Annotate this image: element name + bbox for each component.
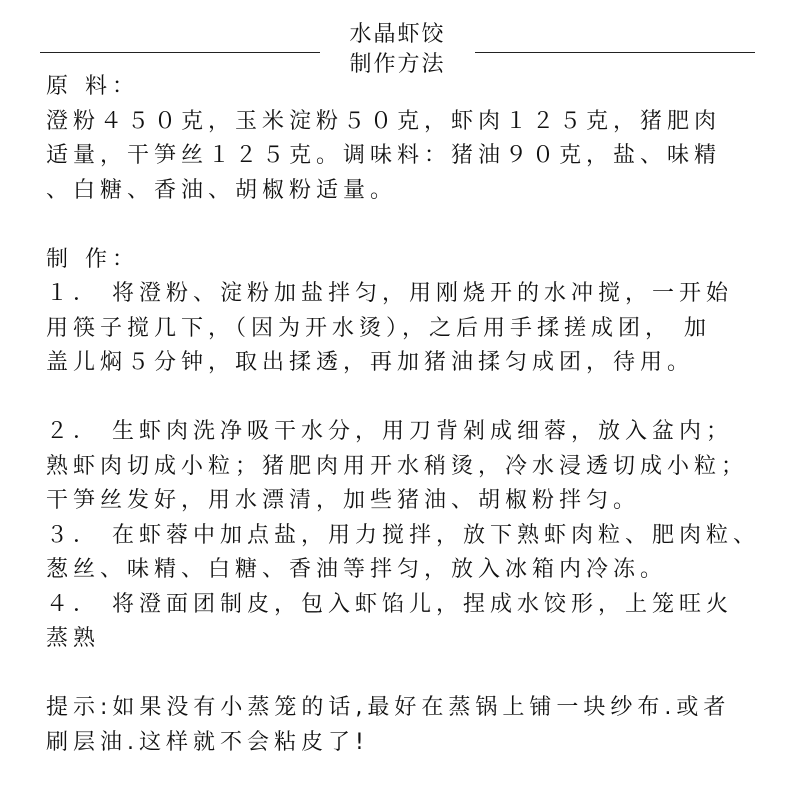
recipe-content (46, 70, 774, 760)
header-rule-left (40, 52, 320, 53)
step-3-line: 葱丝、味精、白糖、香油等拌匀，放入冰箱内冷冻。 (46, 557, 668, 582)
ingredients-line: 、白糖、香油、胡椒粉适量。 (46, 177, 398, 203)
method-label: 制 作： (46, 246, 139, 272)
ingredients-line: 澄粉４５０克，玉米淀粉５０克，虾肉１２５克，猪肥肉 (46, 108, 722, 134)
step-4-line: ４． 将澄面团制皮，包入虾馅儿，捏成水饺形，上笼旺火 (46, 591, 733, 617)
ingredients-label: 原 料： (46, 74, 139, 99)
step-2-line: 熟虾肉切成小粒；猪肥肉用开水稍烫，冷水浸透切成小粒； (46, 453, 749, 479)
spacer (46, 208, 774, 243)
step-1-line: １． 将澄粉、淀粉加盐拌匀，用刚烧开的水冲搅，一开始 (46, 281, 733, 306)
step-2-line: ２． 生虾肉洗净吸干水分，用刀背剁成细蓉，放入盆内； (46, 419, 733, 444)
header-rule-right (475, 52, 755, 53)
spacer (46, 657, 774, 692)
step-3-line: ３． 在虾蓉中加点盐，用力搅拌，放下熟虾肉粒、肥肉粒、 (46, 522, 760, 548)
step-2-line: 干笋丝发好，用水漂清，加些猪油、胡椒粉拌匀。 (46, 488, 641, 513)
step-1-line: 用筷子搅几下，（因为开水烫），之后用手揉搓成团， 加 (46, 315, 711, 341)
tip-line: 刷层油.这样就不会粘皮了! (46, 729, 369, 755)
step-4-line: 蒸熟 (46, 626, 101, 651)
tip-line: 提示:如果没有小蒸笼的话,最好在蒸锅上铺一块纱布.或者 (46, 695, 731, 720)
page-subtitle: 制作方法 (349, 52, 446, 77)
ingredients-line: 适量，干笋丝１２５克。调味料：猪油９０克，盐、味精 (46, 143, 722, 168)
spacer (46, 381, 774, 416)
step-1-line: 盖儿焖５分钟，取出揉透，再加猪油揉匀成团，待用。 (46, 350, 695, 375)
page-title: 水晶虾饺 (349, 22, 446, 47)
